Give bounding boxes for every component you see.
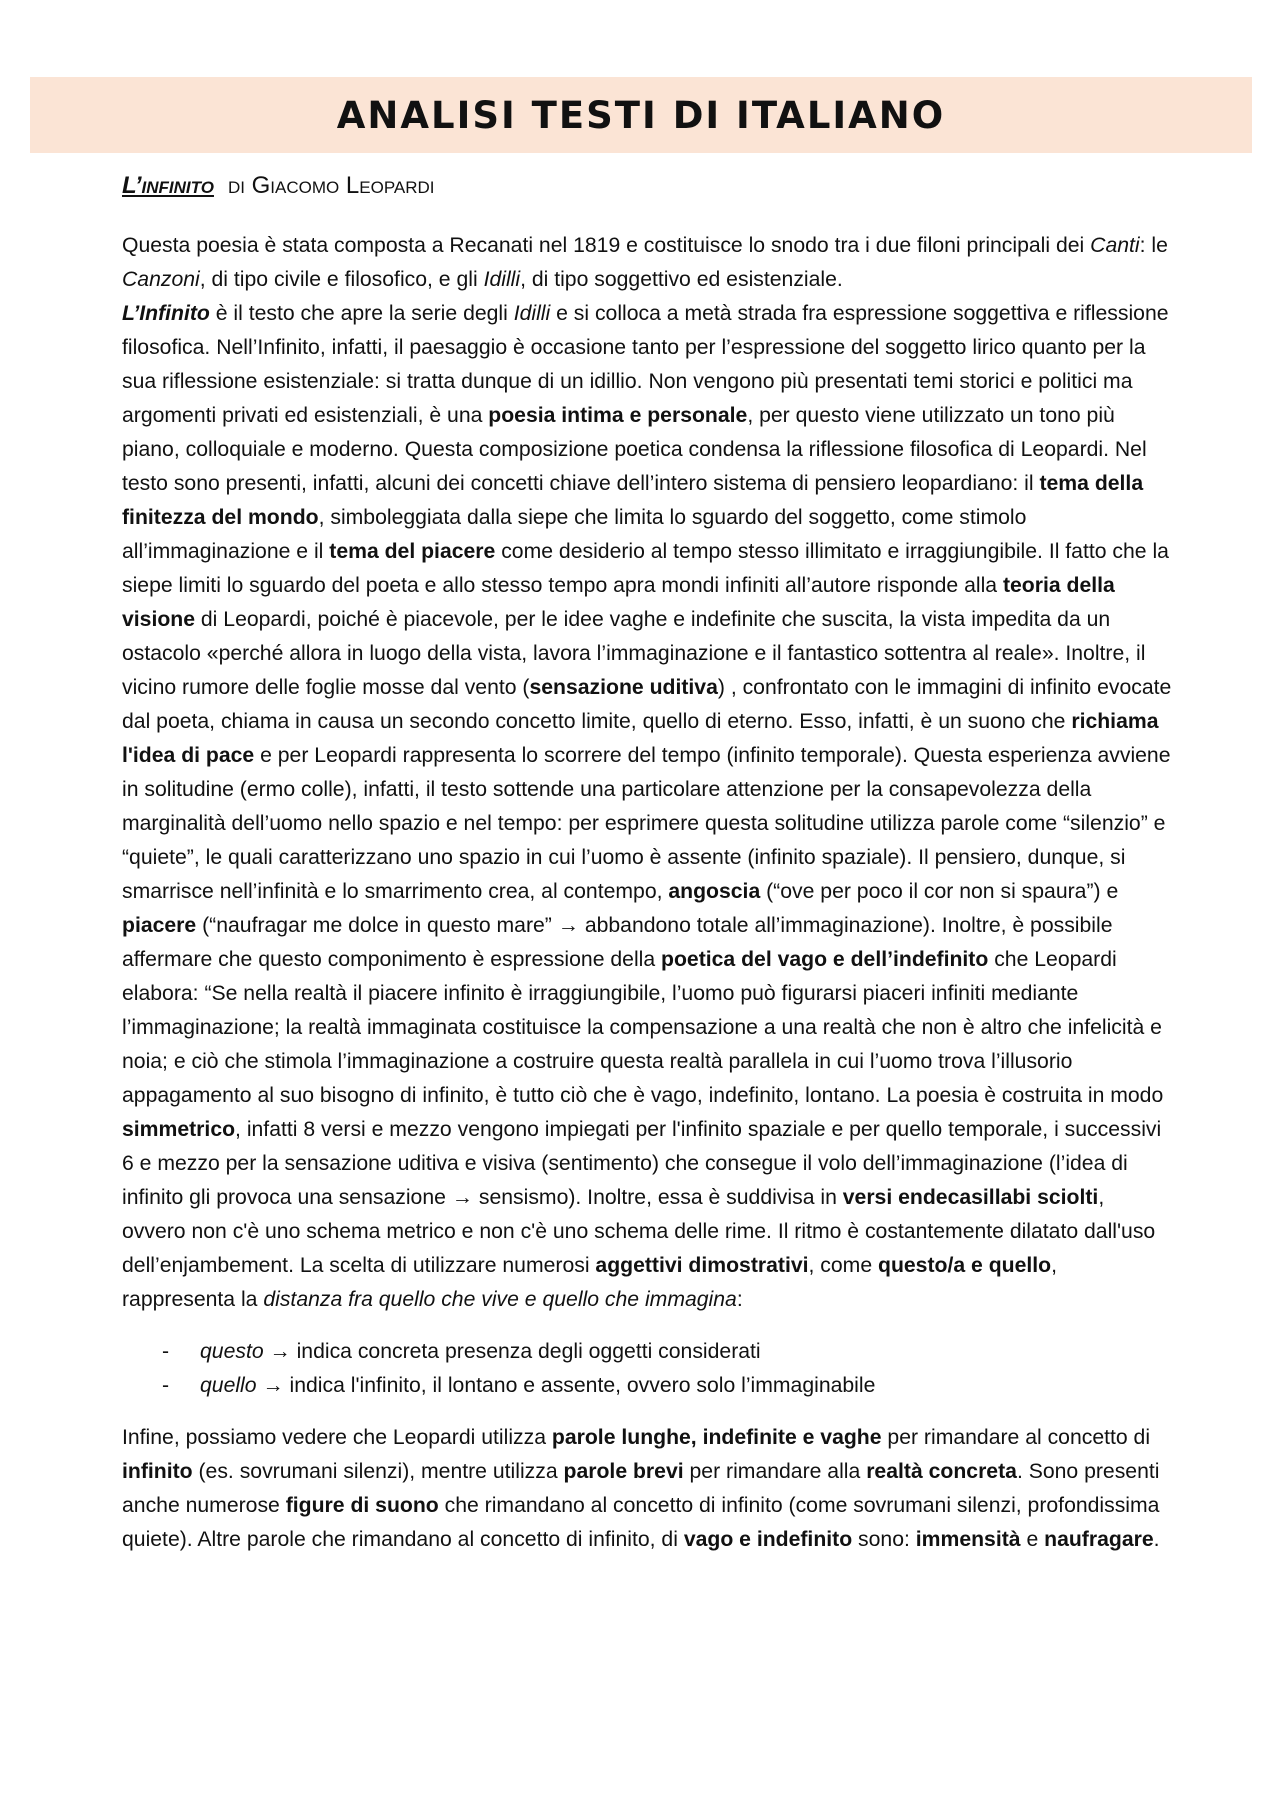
text-run: , di tipo civile e filosofico, e gli	[199, 268, 484, 291]
paragraph-analysis	[122, 297, 1172, 1317]
list-item	[122, 1369, 1172, 1403]
list-dash: -	[162, 1340, 170, 1363]
list-term: questo	[200, 1340, 264, 1363]
bold-text: teoria della visione	[122, 574, 1115, 631]
bold-text: parole brevi	[563, 1460, 684, 1483]
text-run: Questa poesia è stata composta a Recanati nel 1819 e costituisce lo snodo tra i due filoni principali dei	[122, 234, 1091, 257]
emphasis-text: Idilli	[513, 302, 551, 325]
body-text	[122, 229, 1172, 1557]
text-run: (es. sovrumani silenzi), mentre utilizza	[192, 1460, 564, 1483]
emphasis-text: L’Infinito	[122, 302, 210, 325]
bold-text: immensità	[915, 1528, 1021, 1551]
bold-text: figure di suono	[285, 1494, 439, 1517]
bold-text: simmetrico	[122, 1118, 236, 1141]
section-heading	[122, 172, 435, 200]
list-text: → indica l'infinito, il lontano e assente, ovvero solo l’immaginabile	[256, 1374, 876, 1397]
text-run: Infine, possiamo vedere che Leopardi utilizza	[122, 1426, 552, 1449]
text-run: e	[1020, 1528, 1045, 1551]
text-run: , come	[808, 1254, 879, 1277]
emphasis-text: Canti	[1090, 234, 1140, 257]
text-run: come desiderio al tempo stesso illimitato e irraggiungibile. Il fatto che la siepe limiti lo sguardo del poeta e allo stesso tempo apra mondi infiniti all’autore risponde alla	[122, 540, 1169, 597]
bold-text: aggettivi dimostrativi	[595, 1254, 809, 1277]
text-run: ) , confrontato con le immagini di infinito evocate dal poeta, chiama in causa un secondo concetto limite, quello di eterno. Esso, infatti, è un suono che	[122, 676, 1172, 733]
text-run: . Sono presenti anche numerose	[122, 1460, 1160, 1517]
page-title: ANALISI TESTI DI ITALIANO	[336, 93, 946, 137]
bold-text: richiama l'idea di pace	[122, 710, 1159, 767]
list-dash: -	[162, 1374, 170, 1397]
text-run: sono:	[852, 1528, 916, 1551]
bold-text: tema del piacere	[329, 540, 496, 563]
emphasis-text: distanza fra quello che vive e quello che immagina	[263, 1288, 737, 1311]
text-run: , rappresenta la	[122, 1254, 1057, 1311]
paragraph-conclusion	[122, 1421, 1172, 1557]
emphasis-text: Idilli	[483, 268, 521, 291]
bold-text: sensazione uditiva	[529, 676, 718, 699]
list-term: quello	[200, 1374, 257, 1397]
text-run: .	[1153, 1528, 1160, 1551]
poem-author: di Giacomo Leopardi	[227, 172, 435, 199]
text-run: , ovvero non c'è uno schema metrico e non c'è uno schema delle rime. Il ritmo è costantemente dilatato dall'uso dell’enjambement. La scelta di utilizzare numerosi	[122, 1186, 1156, 1277]
text-run: e si colloca a metà strada fra espressione soggettiva e riflessione filosofica. Nell’Infinito, infatti, il paesaggio è occasione tanto per l’espressione del soggetto lirico quanto per la sua riflessione esistenziale: si tratta dunque di un idillio. Non vengono più presentati temi storici e politici ma argomenti privati ed esistenziali, è una	[122, 302, 1169, 427]
text-run: , per questo viene utilizzato un tono più piano, colloquiale e moderno. Questa composizione poetica condensa la riflessione filosofica di Leopardi. Nel testo sono presenti, infatti, alcuni dei concetti chiave dell’intero sistema di pensiero leopardiano: il	[122, 404, 1147, 495]
list-text: → indica concreta presenza degli oggetti considerati	[263, 1340, 761, 1363]
bold-text: questo/a e quello	[878, 1254, 1052, 1277]
text-run: :	[736, 1288, 743, 1311]
text-run: : le	[1139, 234, 1168, 257]
emphasis-text: Canzoni	[122, 268, 200, 291]
bold-text: piacere	[122, 914, 197, 937]
list-item	[122, 1335, 1172, 1369]
text-run: di Leopardi, poiché è piacevole, per le idee vaghe e indefinite che suscita, la vista impedita da un ostacolo «perché allora in luogo della vista, lavora l’immaginazione e il fantastico sottentra al reale». Inoltre, il vicino rumore delle foglie mosse dal vento (	[122, 608, 1146, 699]
bold-text: infinito	[122, 1460, 193, 1483]
text-run: è il testo che apre la serie degli	[209, 302, 514, 325]
bold-text: poetica del vago e dell’indefinito	[661, 948, 989, 971]
bold-text: parole lunghe, indefinite e vaghe	[551, 1426, 882, 1449]
text-run: (“naufragar me dolce in questo mare” → abbandono totale all’immaginazione). Inoltre, è possibile affermare che questo componimento è espressione della	[122, 914, 1113, 971]
text-run: e per Leopardi rappresenta lo scorrere del tempo (infinito temporale). Questa esperienza avviene in solitudine (ermo colle), infatti, il testo sottende una particolare attenzione per la consapevolezza della marginalità dell’uomo nello spazio e nel tempo: per esprimere questa solitudine utilizza parole come “silenzio” e “quiete”, le quali caratterizzano uno spazio in cui l’uomo è assente (infinito spaziale). Il pensiero, dunque, si smarrisce nell’infinità e lo smarrimento crea, al contempo,	[122, 744, 1171, 903]
poem-title: L’infinito	[122, 172, 214, 199]
bold-text: versi endecasillabi sciolti	[842, 1186, 1099, 1209]
text-run: per rimandare al concetto di	[881, 1426, 1151, 1449]
text-run: , infatti 8 versi e mezzo vengono impiegati per l'infinito spaziale e per quello temporale, i successivi 6 e mezzo per la sensazione uditiva e visiva (sentimento) che consegue il volo dell’immaginazione (l’idea di infinito gli provoca una sensazione → sensismo). Inoltre, essa è suddivisa in	[122, 1118, 1162, 1209]
demonstratives-list	[122, 1335, 1172, 1403]
text-run: , simboleggiata dalla siepe che limita lo sguardo del soggetto, come stimolo all’immaginazione e il	[122, 506, 1027, 563]
bold-text: vago e indefinito	[683, 1528, 853, 1551]
bold-text: tema della finitezza del mondo	[122, 472, 1144, 529]
bold-text: angoscia	[668, 880, 761, 903]
text-run: per rimandare alla	[683, 1460, 867, 1483]
bold-text: naufragare	[1044, 1528, 1154, 1551]
text-run: , di tipo soggettivo ed esistenziale.	[520, 268, 843, 291]
paragraph-intro	[122, 229, 1172, 297]
title-banner	[30, 77, 1252, 153]
text-run: che Leopardi elabora: “Se nella realtà il piacere infinito è irraggiungibile, l’uomo può figurarsi piaceri infiniti mediante l’immaginazione; la realtà immaginata costituisce la compensazione a una realtà che non è altro che infelicità e noia; e ciò che stimola l’immaginazione a costruire questa realtà parallela in cui l’uomo trova l’illusorio appagamento al suo bisogno di infinito, è tutto ciò che è vago, indefinito, lontano. La poesia è costruita in modo	[122, 948, 1164, 1107]
bold-text: realtà concreta	[866, 1460, 1017, 1483]
text-run: (“ove per poco il cor non si spaura”) e	[760, 880, 1119, 903]
text-run: che rimandano al concetto di infinito (come sovrumani silenzi, profondissima quiete). Altre parole che rimandano al concetto di infinito, di	[122, 1494, 1160, 1551]
bold-text: poesia intima e personale	[488, 404, 748, 427]
